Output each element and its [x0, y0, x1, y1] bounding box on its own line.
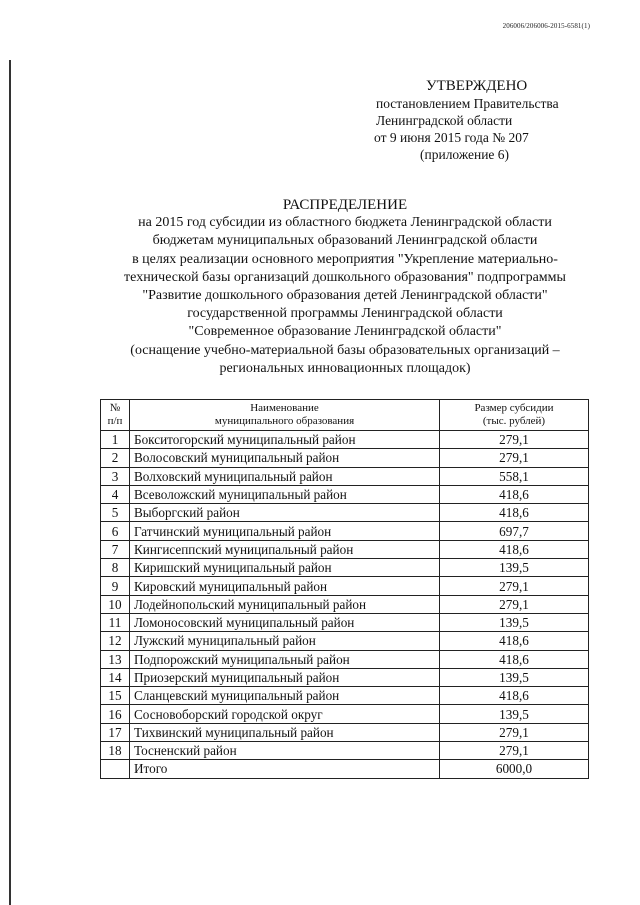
row-name: Бокситогорский муниципальный район	[130, 431, 440, 449]
table-row	[101, 723, 589, 741]
heading-line: "Современное образование Ленинградской области"	[188, 324, 502, 340]
document-heading	[80, 196, 610, 378]
row-name: Сланцевский муниципальный район	[130, 687, 440, 705]
approval-block	[370, 78, 590, 163]
table-row	[101, 449, 589, 467]
heading-line: региональных инновационных площадок)	[219, 360, 471, 376]
row-amount: 279,1	[440, 723, 589, 741]
approval-title: УТВЕРЖДЕНО	[426, 78, 528, 94]
row-num: 11	[101, 613, 130, 631]
approval-line: (приложение 6)	[420, 147, 510, 162]
table-row	[101, 522, 589, 540]
table-row	[101, 687, 589, 705]
row-num: 3	[101, 467, 130, 485]
row-num: 17	[101, 723, 130, 741]
table-row	[101, 595, 589, 613]
row-num: 12	[101, 632, 130, 650]
table-row	[101, 485, 589, 503]
row-num: 1	[101, 431, 130, 449]
table-row	[101, 504, 589, 522]
row-amount: 139,5	[440, 559, 589, 577]
heading-line: государственной программы Ленинградской области	[187, 306, 503, 322]
table-row	[101, 705, 589, 723]
table-row	[101, 431, 589, 449]
heading-line: (оснащение учебно-материальной базы образовательных организаций –	[130, 342, 560, 358]
row-amount: 697,7	[440, 522, 589, 540]
row-num: 15	[101, 687, 130, 705]
table-row	[101, 577, 589, 595]
row-name: Ломоносовский муниципальный район	[130, 613, 440, 631]
approval-line: Ленинградской области	[376, 113, 513, 128]
row-name: Выборгский район	[130, 504, 440, 522]
header-num	[101, 400, 130, 431]
header-name-line2: муниципального образования	[214, 415, 355, 427]
row-num: 13	[101, 650, 130, 668]
row-amount: 558,1	[440, 467, 589, 485]
row-num: 2	[101, 449, 130, 467]
row-num: 8	[101, 559, 130, 577]
row-amount: 418,6	[440, 540, 589, 558]
row-num: 10	[101, 595, 130, 613]
row-name: Лужский муниципальный район	[130, 632, 440, 650]
row-amount: 139,5	[440, 668, 589, 686]
heading-line: бюджетам муниципальных образований Ленинградской области	[152, 233, 538, 249]
heading-line: в целях реализации основного мероприятия "Укрепление материально-	[132, 251, 558, 267]
row-name: Тосненский район	[130, 742, 440, 760]
heading-title: РАСПРЕДЕЛЕНИЕ	[282, 197, 408, 213]
heading-line: на 2015 год субсидии из областного бюджета Ленинградской области	[138, 215, 552, 231]
header-name-line1: Наименование	[250, 402, 319, 414]
subsidy-table	[100, 399, 589, 779]
row-name: Кировский муниципальный район	[130, 577, 440, 595]
header-num-line1: №	[109, 402, 121, 414]
row-num: 16	[101, 705, 130, 723]
table-row	[101, 742, 589, 760]
row-amount: 279,1	[440, 742, 589, 760]
row-amount: 139,5	[440, 705, 589, 723]
row-num: 9	[101, 577, 130, 595]
approval-line: постановлением Правительства	[376, 96, 559, 111]
table-header-row	[101, 400, 589, 431]
table-row	[101, 650, 589, 668]
table-row	[101, 668, 589, 686]
row-amount: 279,1	[440, 595, 589, 613]
total-label: Итого	[130, 760, 440, 778]
total-num	[101, 760, 130, 778]
row-amount: 418,6	[440, 504, 589, 522]
row-amount: 418,6	[440, 650, 589, 668]
row-name: Волосовский муниципальный район	[130, 449, 440, 467]
margin-line	[9, 60, 11, 905]
header-amount-line2: (тыс. рублей)	[482, 415, 546, 427]
row-amount: 418,6	[440, 632, 589, 650]
row-num: 7	[101, 540, 130, 558]
row-num: 18	[101, 742, 130, 760]
row-name: Приозерский муниципальный район	[130, 668, 440, 686]
document-id: 206006/206006-2015-6581(1)	[502, 22, 590, 30]
row-amount: 418,6	[440, 485, 589, 503]
header-num-line2: п/п	[107, 415, 123, 427]
approval-line: от 9 июня 2015 года № 207	[374, 130, 529, 145]
heading-line: технической базы организаций дошкольного образования" подпрограммы	[124, 269, 566, 285]
row-name: Лодейнопольский муниципальный район	[130, 595, 440, 613]
row-amount: 279,1	[440, 449, 589, 467]
row-amount: 139,5	[440, 613, 589, 631]
table-total-row	[101, 760, 589, 778]
row-amount: 279,1	[440, 577, 589, 595]
row-name: Волховский муниципальный район	[130, 467, 440, 485]
row-amount: 418,6	[440, 687, 589, 705]
heading-line: "Развитие дошкольного образования детей Ленинградской области"	[142, 288, 548, 304]
table-row	[101, 613, 589, 631]
row-num: 6	[101, 522, 130, 540]
row-name: Всеволожский муниципальный район	[130, 485, 440, 503]
header-name	[130, 400, 440, 431]
row-name: Сосновоборский городской округ	[130, 705, 440, 723]
row-num: 5	[101, 504, 130, 522]
total-amount: 6000,0	[440, 760, 589, 778]
row-name: Кингисеппский муниципальный район	[130, 540, 440, 558]
table-row	[101, 540, 589, 558]
row-name: Подпорожский муниципальный район	[130, 650, 440, 668]
row-num: 14	[101, 668, 130, 686]
header-amount	[440, 400, 589, 431]
table-row	[101, 559, 589, 577]
row-amount: 279,1	[440, 431, 589, 449]
row-name: Киришский муниципальный район	[130, 559, 440, 577]
row-name: Гатчинский муниципальный район	[130, 522, 440, 540]
row-num: 4	[101, 485, 130, 503]
table-row	[101, 467, 589, 485]
row-name: Тихвинский муниципальный район	[130, 723, 440, 741]
header-amount-line1: Размер субсидии	[474, 402, 554, 414]
table-row	[101, 632, 589, 650]
